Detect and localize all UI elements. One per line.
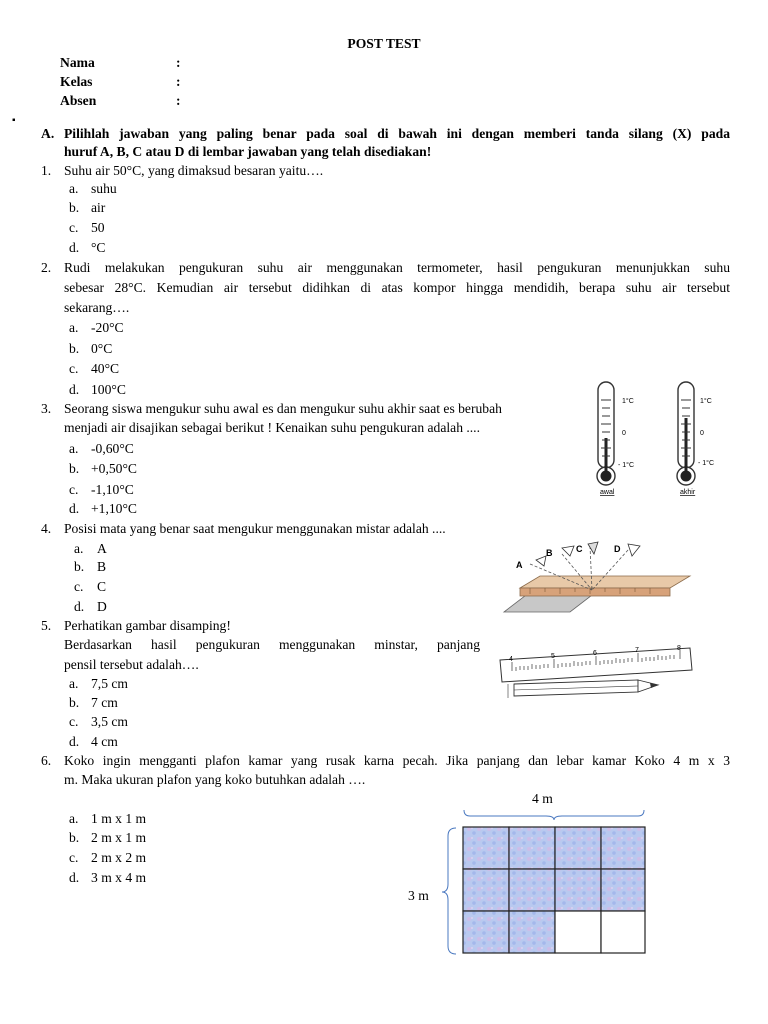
thermo-awal-mid-label: 0 <box>622 430 626 437</box>
q2-text-line-3: sekarang…. <box>64 300 130 315</box>
q5-text-line-3: pensil tersebut adalah…. <box>64 657 199 672</box>
thermometer-awal <box>597 382 634 496</box>
q2-option-d: 100°C <box>91 382 126 397</box>
thermometer-figure <box>588 378 728 496</box>
q3-option-c: -1,10°C <box>91 482 134 497</box>
q3-text-line-1: Seorang siswa mengukur suhu awal es dan mengukur suhu akhir saat es berubah <box>64 401 502 416</box>
room-height-label: 3 m <box>408 888 429 903</box>
q1-option-d-letter: d. <box>69 240 80 255</box>
q3-option-d: +1,10°C <box>91 501 137 516</box>
q6-text-line-1: Koko ingin mengganti plafon kamar yang rusak karna pecah. Jika panjang dan lebar kamar Koko 4 m x 3 <box>64 753 730 768</box>
q2-text-line-2: sebesar 28°C. Kemudian air tersebut didihkan di atas kompor hingga mendidih, berapa suhu air tersebut <box>64 280 730 295</box>
q4-option-a-letter: a. <box>74 541 84 556</box>
ruler-tick-4: 4 <box>509 656 513 663</box>
q2-option-c: 40°C <box>91 361 120 376</box>
q2-option-c-letter: c. <box>69 361 79 376</box>
ruler-tick-5: 5 <box>551 653 555 660</box>
thermo-awal-bot-label: - 1°C <box>618 462 635 469</box>
q2-option-a: -20°C <box>91 320 124 335</box>
eye-position-figure <box>500 536 692 616</box>
q2-option-b-letter: b. <box>69 341 80 356</box>
q4-option-a: A <box>97 541 107 556</box>
q5-text-line-1: Perhatikan gambar disamping! <box>64 618 231 633</box>
ceiling-tile <box>463 869 509 911</box>
q4-option-d: D <box>97 599 107 614</box>
q4-option-d-letter: d. <box>74 599 85 614</box>
bullet-mark: ▪ <box>12 115 16 126</box>
q1-option-b-letter: b. <box>69 200 80 215</box>
q4-number: 4. <box>41 521 52 536</box>
ceiling-tile <box>601 869 645 911</box>
class-colon: : <box>176 74 181 89</box>
q3-text-line-2: menjadi air disajikan sebagai berikut ! Kenaikan suhu pengukuran adalah .... <box>64 420 480 435</box>
q6-option-d-letter: d. <box>69 870 80 885</box>
eye-label-b: B <box>546 548 553 558</box>
ruler-tick-8: 8 <box>677 645 681 652</box>
q3-option-c-letter: c. <box>69 482 79 497</box>
q3-option-d-letter: d. <box>69 501 80 516</box>
ruler-tick-6: 6 <box>593 650 597 657</box>
q5-option-b: 7 cm <box>91 695 118 710</box>
q3-option-b: +0,50°C <box>91 461 137 476</box>
section-marker: A. <box>41 126 55 141</box>
class-label: Kelas <box>60 74 93 89</box>
ceiling-tile <box>509 869 555 911</box>
ceiling-tile <box>555 869 601 911</box>
q6-option-b: 2 m x 1 m <box>91 830 147 845</box>
q6-text-line-2: m. Maka ukuran plafon yang koko butuhkan adalah …. <box>64 772 366 787</box>
eye-label-c: C <box>576 544 583 554</box>
q5-number: 5. <box>41 618 52 633</box>
q5-option-d-letter: d. <box>69 734 80 749</box>
q2-number: 2. <box>41 260 52 275</box>
q1-option-a-letter: a. <box>69 181 79 196</box>
q2-option-d-letter: d. <box>69 382 80 397</box>
q6-option-d: 3 m x 4 m <box>91 870 147 885</box>
instruction-line-1: Pilihlah jawaban yang paling benar pada soal di bawah ini dengan memberi tanda silang (X) pada <box>64 126 730 141</box>
ruler-pencil-figure <box>496 640 696 702</box>
q2-option-b: 0°C <box>91 341 113 356</box>
q1-option-c: 50 <box>91 220 105 235</box>
q6-option-c: 2 m x 2 m <box>91 850 147 865</box>
q4-option-c-letter: c. <box>74 579 84 594</box>
page-title: POST TEST <box>347 36 421 51</box>
q3-number: 3. <box>41 401 52 416</box>
q5-option-c-letter: c. <box>69 714 79 729</box>
ceiling-tile <box>509 827 555 869</box>
q6-option-a: 1 m x 1 m <box>91 811 147 826</box>
q2-text-line-1: Rudi melakukan pengukuran suhu air menggunakan termometer, hasil pengukuran menunjukkan suhu <box>64 260 730 275</box>
room-ceiling-diagram <box>436 806 650 958</box>
ceiling-tile <box>601 827 645 869</box>
q5-option-b-letter: b. <box>69 695 80 710</box>
q1-option-d: °C <box>91 240 106 255</box>
q1-number: 1. <box>41 163 52 178</box>
ceiling-tile <box>509 911 555 953</box>
q4-option-b: B <box>97 559 107 574</box>
q4-option-c: C <box>97 579 107 594</box>
name-colon: : <box>176 55 181 70</box>
q3-option-a: -0,60°C <box>91 441 134 456</box>
q5-option-a-letter: a. <box>69 676 79 691</box>
eye-label-a: A <box>516 560 523 570</box>
q1-option-b: air <box>91 200 106 215</box>
q1-option-c-letter: c. <box>69 220 79 235</box>
q1-option-a: suhu <box>91 181 117 196</box>
thermo-akhir-bot-label: - 1°C <box>698 460 715 467</box>
q6-option-c-letter: c. <box>69 850 79 865</box>
thermo-awal-caption: awal <box>600 489 615 496</box>
q4-option-b-letter: b. <box>74 559 85 574</box>
q6-number: 6. <box>41 753 52 768</box>
q3-option-b-letter: b. <box>69 461 80 476</box>
thermo-akhir-mid-label: 0 <box>700 430 704 437</box>
q6-option-b-letter: b. <box>69 830 80 845</box>
q5-option-c: 3,5 cm <box>91 714 128 729</box>
instruction-line-2: huruf A, B, C atau D di lembar jawaban yang telah disediakan! <box>64 144 432 159</box>
q3-option-a-letter: a. <box>69 441 79 456</box>
q4-text: Posisi mata yang benar saat mengukur menggunakan mistar adalah .... <box>64 521 446 536</box>
name-label: Nama <box>60 55 95 70</box>
q1-text: Suhu air 50°C, yang dimaksud besaran yaitu…. <box>64 163 324 178</box>
ceiling-tile <box>463 911 509 953</box>
pencil-shape <box>508 680 658 698</box>
thermometer-akhir <box>677 382 714 496</box>
attendance-colon: : <box>176 93 181 108</box>
ruler-tick-7: 7 <box>635 647 639 654</box>
ceiling-tile <box>555 827 601 869</box>
room-width-label: 4 m <box>532 791 553 806</box>
eye-label-d: D <box>614 544 621 554</box>
q5-option-a: 7,5 cm <box>91 676 128 691</box>
q5-option-d: 4 cm <box>91 734 118 749</box>
thermo-akhir-top-label: 1°C <box>700 398 712 405</box>
q5-text-line-2: Berdasarkan hasil pengukuran menggunakan minstar, panjang <box>64 637 480 652</box>
q6-option-a-letter: a. <box>69 811 79 826</box>
thermo-awal-top-label: 1°C <box>622 398 634 405</box>
ceiling-tile <box>463 827 509 869</box>
empty-tile <box>601 911 645 953</box>
thermo-akhir-caption: akhir <box>680 489 696 496</box>
q2-option-a-letter: a. <box>69 320 79 335</box>
empty-tile <box>555 911 601 953</box>
attendance-label: Absen <box>60 93 97 108</box>
